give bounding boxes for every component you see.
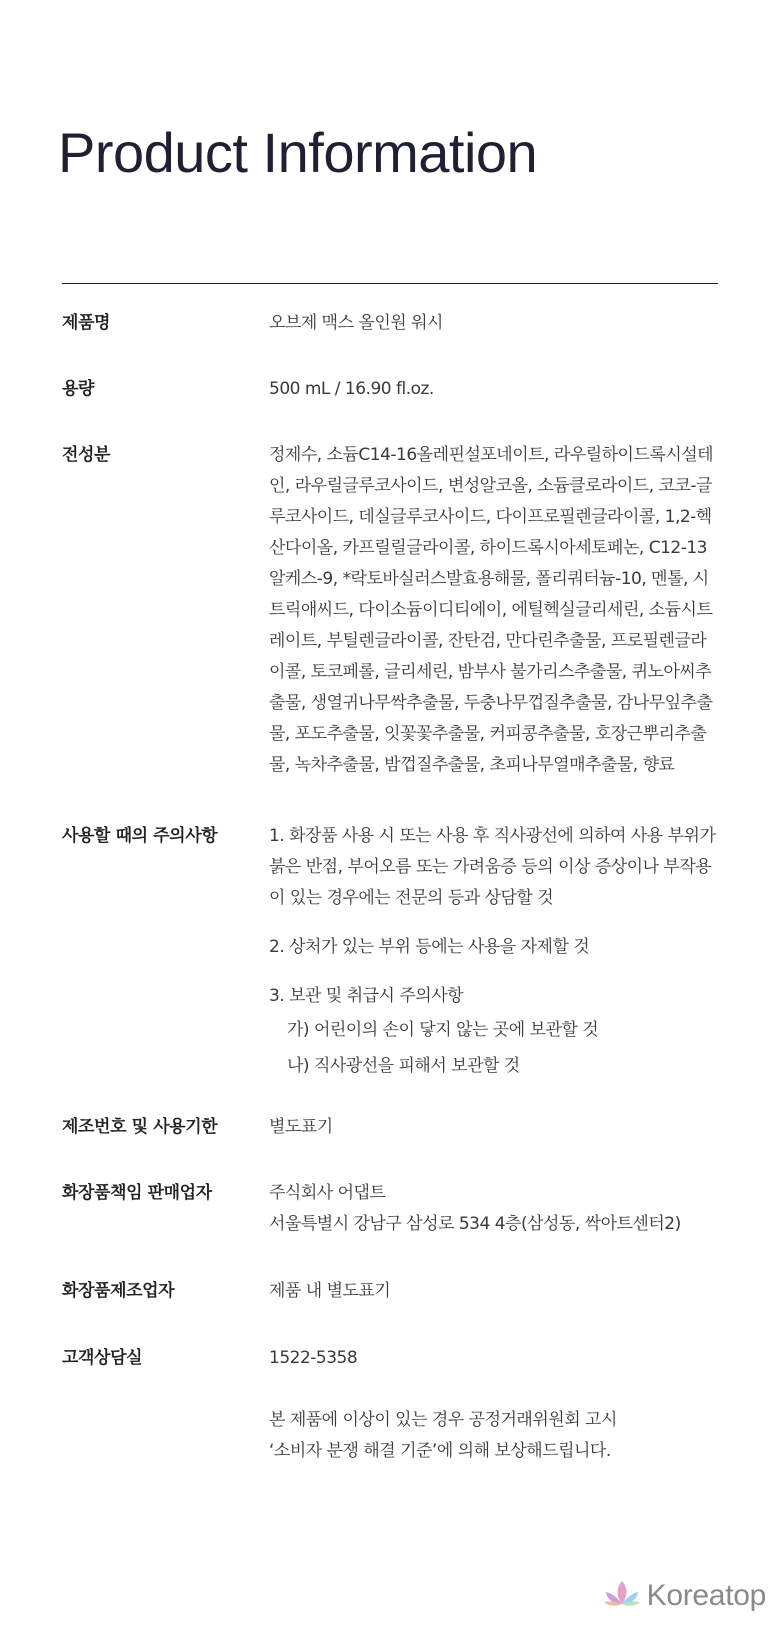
manufacturer-value: 제품 내 별도표기 [269, 1281, 391, 1301]
caution-sub-2: 나) 직사광선을 피해서 보관할 것 [287, 1056, 520, 1076]
seller-company: 주식회사 어댑트 [269, 1183, 386, 1203]
lotus-icon [603, 1579, 641, 1613]
divider [62, 283, 718, 284]
koreatop-logo [603, 1578, 766, 1614]
ingredients-value: 정제수, 소듐C14-16올레핀설포네이트, 라우릴하이드록시설테인, 라우릴글루코사이드, 변성알코올, 소듐클로라이드, 코코-글루코사이드, 데실글루코사이드, 다이프로필렌글라이콜, 1,2-헥산다이올, 카프릴릴글라이콜, 하이드록시아세토페논, C12-13알케스-9, *락토바실러스발효용해물, 폴리쿼터늄-10, 멘톨, 시트릭애씨드, 다이소듐이디티에이, 에틸헥실글리세린, 소듐시트레이트, 부틸렌글라이콜, 잔탄검, 만다린추출물, 프로필렌글라이콜, 토코페롤, 글리세린, 밤부사 불가리스추출물, 퀴노아씨추출물, 생열귀나무싹추출물, 두충나무껍질추출물, 감나무잎추출물, 포도추출물, 잇꽃꽃추출물, 커피콩추출물, 호장근뿌리추출물, 녹차추출물, 밤껍질추출물, 초피나무열매추출물, 향료 [269, 445, 714, 775]
product-name-value: 오브제 맥스 올인원 워시 [269, 313, 443, 333]
page-title: Product Information [58, 121, 538, 184]
manufacturer-label: 화장품제조업자 [62, 1281, 175, 1301]
support-phone: 1522-5358 [269, 1348, 358, 1368]
product-name-label: 제품명 [62, 313, 111, 333]
notice-line-2: ‘소비자 분쟁 해결 기준’에 의해 보상해드립니다. [269, 1441, 611, 1461]
support-label: 고객상담실 [62, 1348, 143, 1368]
ingredients-label: 전성분 [62, 445, 111, 465]
caution-label: 사용할 때의 주의사항 [62, 826, 218, 846]
seller-value [269, 1178, 719, 1240]
manufacture-no-label: 제조번호 및 사용기한 [62, 1117, 218, 1137]
caution-item-3: 3. 보관 및 취급시 주의사항 [269, 986, 464, 1006]
manufacture-no-value: 별도표기 [269, 1117, 333, 1137]
seller-address: 서울특별시 강남구 삼성로 534 4층(삼성동, 싹아트센터2) [269, 1214, 681, 1234]
volume-label: 용량 [62, 379, 95, 399]
caution-value [269, 821, 719, 1084]
notice-line-1: 본 제품에 이상이 있는 경우 공정거래위원회 고시 [269, 1410, 617, 1430]
caution-sub-1: 가) 어린이의 손이 닿지 않는 곳에 보관할 것 [287, 1020, 599, 1040]
compensation-notice [269, 1405, 719, 1467]
volume-value: 500 mL / 16.90 fl.oz. [269, 379, 434, 399]
caution-item-1: 1. 화장품 사용 시 또는 사용 후 직사광선에 의하여 사용 부위가 붉은 반점, 부어오름 또는 가려움증 등의 이상 증상이나 부작용이 있는 경우에는 전문의 등과 상담할 것 [269, 826, 716, 908]
seller-label: 화장품책임 판매업자 [62, 1183, 212, 1203]
logo-wordmark: Koreatop [646, 1579, 766, 1612]
caution-item-2: 2. 상처가 있는 부위 등에는 사용을 자제할 것 [269, 937, 590, 957]
